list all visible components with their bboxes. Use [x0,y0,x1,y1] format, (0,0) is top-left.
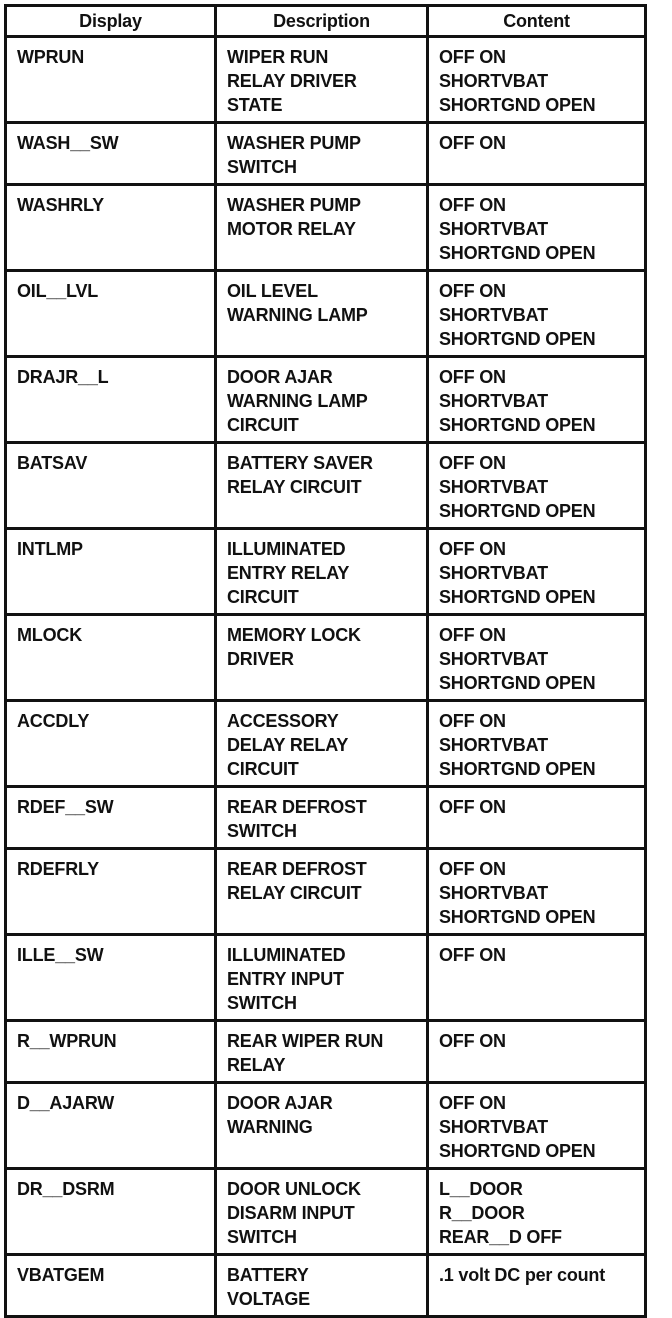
display-code: MLOCK [17,625,82,645]
table-body [6,37,646,1317]
description-line: WIPER RUN [227,47,329,67]
description-line: DOOR AJAR [227,1093,333,1113]
header-content: Content [428,6,646,37]
description-cell [216,701,428,787]
content-line: SHORTVBAT [439,391,548,411]
display-cell [6,849,216,935]
display-code: R__WPRUN [17,1031,117,1051]
content-line: SHORTGND OPEN [439,907,596,927]
description-line: SWITCH [227,1227,297,1247]
content-cell [428,37,646,123]
content-cell [428,123,646,185]
table-row [6,357,646,443]
description-cell [216,529,428,615]
content-cell [428,1083,646,1169]
content-line: OFF ON [439,539,506,559]
content-line: SHORTGND OPEN [439,501,596,521]
diagnostic-table-page [4,4,644,1318]
description-line: DOOR UNLOCK [227,1179,361,1199]
display-cell [6,185,216,271]
description-line: CIRCUIT [227,587,299,607]
content-line: OFF ON [439,1093,506,1113]
table-row [6,271,646,357]
description-line: RELAY CIRCUIT [227,477,362,497]
content-cell [428,787,646,849]
description-cell [216,615,428,701]
description-line: DRIVER [227,649,294,669]
description-line: ACCESSORY [227,711,339,731]
content-line: SHORTVBAT [439,71,548,91]
table-row [6,849,646,935]
table-row [6,185,646,271]
table-row [6,701,646,787]
table-row [6,787,646,849]
description-line: CIRCUIT [227,759,299,779]
table-row [6,123,646,185]
content-line: L__DOOR [439,1179,523,1199]
content-line: SHORTVBAT [439,477,548,497]
description-cell [216,37,428,123]
display-cell [6,443,216,529]
display-cell [6,529,216,615]
content-line: OFF ON [439,625,506,645]
description-cell [216,443,428,529]
description-cell [216,849,428,935]
content-line: OFF ON [439,133,506,153]
description-cell [216,185,428,271]
display-cell [6,1021,216,1083]
display-cell [6,935,216,1021]
content-cell [428,443,646,529]
display-cell [6,357,216,443]
description-cell [216,935,428,1021]
description-line: ENTRY INPUT [227,969,344,989]
description-line: WARNING LAMP [227,391,368,411]
display-code: DRAJR__L [17,367,109,387]
content-line: SHORTVBAT [439,883,548,903]
description-line: ILLUMINATED [227,539,346,559]
content-line: SHORTGND OPEN [439,329,596,349]
content-line: SHORTVBAT [439,563,548,583]
display-cell [6,37,216,123]
content-cell [428,935,646,1021]
display-code: VBATGEM [17,1265,105,1285]
content-line: OFF ON [439,859,506,879]
description-line: DISARM INPUT [227,1203,355,1223]
description-line: RELAY CIRCUIT [227,883,362,903]
content-line: SHORTGND OPEN [439,673,596,693]
display-code: RDEF__SW [17,797,114,817]
content-cell [428,849,646,935]
display-code: WPRUN [17,47,84,67]
description-line: SWITCH [227,821,297,841]
content-line: OFF ON [439,367,506,387]
content-line: SHORTGND OPEN [439,1141,596,1161]
description-cell [216,357,428,443]
display-cell [6,123,216,185]
description-cell [216,123,428,185]
display-code: WASHRLY [17,195,104,215]
description-line: OIL LEVEL [227,281,318,301]
description-line: ILLUMINATED [227,945,346,965]
table-row [6,443,646,529]
description-cell [216,1021,428,1083]
table-row [6,615,646,701]
content-cell [428,1169,646,1255]
content-cell [428,1021,646,1083]
content-cell [428,701,646,787]
table-row [6,1021,646,1083]
display-cell [6,1083,216,1169]
content-line: REAR__D OFF [439,1227,562,1247]
diagnostic-display-table [4,4,647,1318]
content-line: OFF ON [439,47,506,67]
display-cell [6,787,216,849]
description-line: MOTOR RELAY [227,219,356,239]
content-line: SHORTVBAT [439,649,548,669]
display-cell [6,1169,216,1255]
description-line: RELAY [227,1055,286,1075]
display-code: DR__DSRM [17,1179,115,1199]
description-line: RELAY DRIVER [227,71,357,91]
table-row [6,1083,646,1169]
content-line: SHORTGND OPEN [439,95,596,115]
display-cell [6,271,216,357]
content-line: OFF ON [439,711,506,731]
content-line: OFF ON [439,1031,506,1051]
display-code: BATSAV [17,453,88,473]
display-cell [6,701,216,787]
description-line: WARNING LAMP [227,305,368,325]
content-line: OFF ON [439,945,506,965]
table-row [6,1169,646,1255]
description-line: DELAY RELAY [227,735,349,755]
display-cell [6,615,216,701]
display-code: OIL__LVL [17,281,99,301]
display-code: INTLMP [17,539,83,559]
display-code: D__AJARW [17,1093,115,1113]
content-line: OFF ON [439,195,506,215]
content-cell [428,615,646,701]
content-cell [428,185,646,271]
description-line: WASHER PUMP [227,133,361,153]
table-row [6,935,646,1021]
description-line: ENTRY RELAY [227,563,350,583]
content-line: SHORTVBAT [439,1117,548,1137]
content-line: SHORTGND OPEN [439,243,596,263]
description-line: STATE [227,95,283,115]
content-line: SHORTGND OPEN [439,415,596,435]
description-cell [216,271,428,357]
content-line: R__DOOR [439,1203,525,1223]
description-line: CIRCUIT [227,415,299,435]
header-description: Description [216,6,428,37]
content-line: SHORTVBAT [439,219,548,239]
content-line: SHORTVBAT [439,735,548,755]
description-line: SWITCH [227,993,297,1013]
content-cell [428,529,646,615]
description-line: WASHER PUMP [227,195,361,215]
content-cell [428,271,646,357]
content-line: SHORTGND OPEN [439,759,596,779]
table-row [6,37,646,123]
display-code: WASH__SW [17,133,119,153]
content-line: OFF ON [439,281,506,301]
description-line: BATTERY SAVER [227,453,373,473]
content-line: OFF ON [439,453,506,473]
description-line: REAR DEFROST [227,797,367,817]
content-line: SHORTGND OPEN [439,587,596,607]
table-header-row [6,6,646,37]
description-line: BATTERY [227,1265,309,1285]
description-line: MEMORY LOCK [227,625,361,645]
description-line: REAR WIPER RUN [227,1031,384,1051]
display-code: ILLE__SW [17,945,104,965]
table-row [6,529,646,615]
description-cell [216,1083,428,1169]
description-cell [216,1169,428,1255]
description-line: SWITCH [227,157,297,177]
description-line: VOLTAGE [227,1289,310,1309]
display-code: ACCDLY [17,711,90,731]
description-cell [216,787,428,849]
header-display: Display [6,6,216,37]
description-line: WARNING [227,1117,313,1137]
content-line: SHORTVBAT [439,305,548,325]
display-code: RDEFRLY [17,859,99,879]
content-line: .1 volt DC per count [439,1265,606,1285]
description-line: DOOR AJAR [227,367,333,387]
content-line: OFF ON [439,797,506,817]
description-line: REAR DEFROST [227,859,367,879]
content-cell [428,357,646,443]
